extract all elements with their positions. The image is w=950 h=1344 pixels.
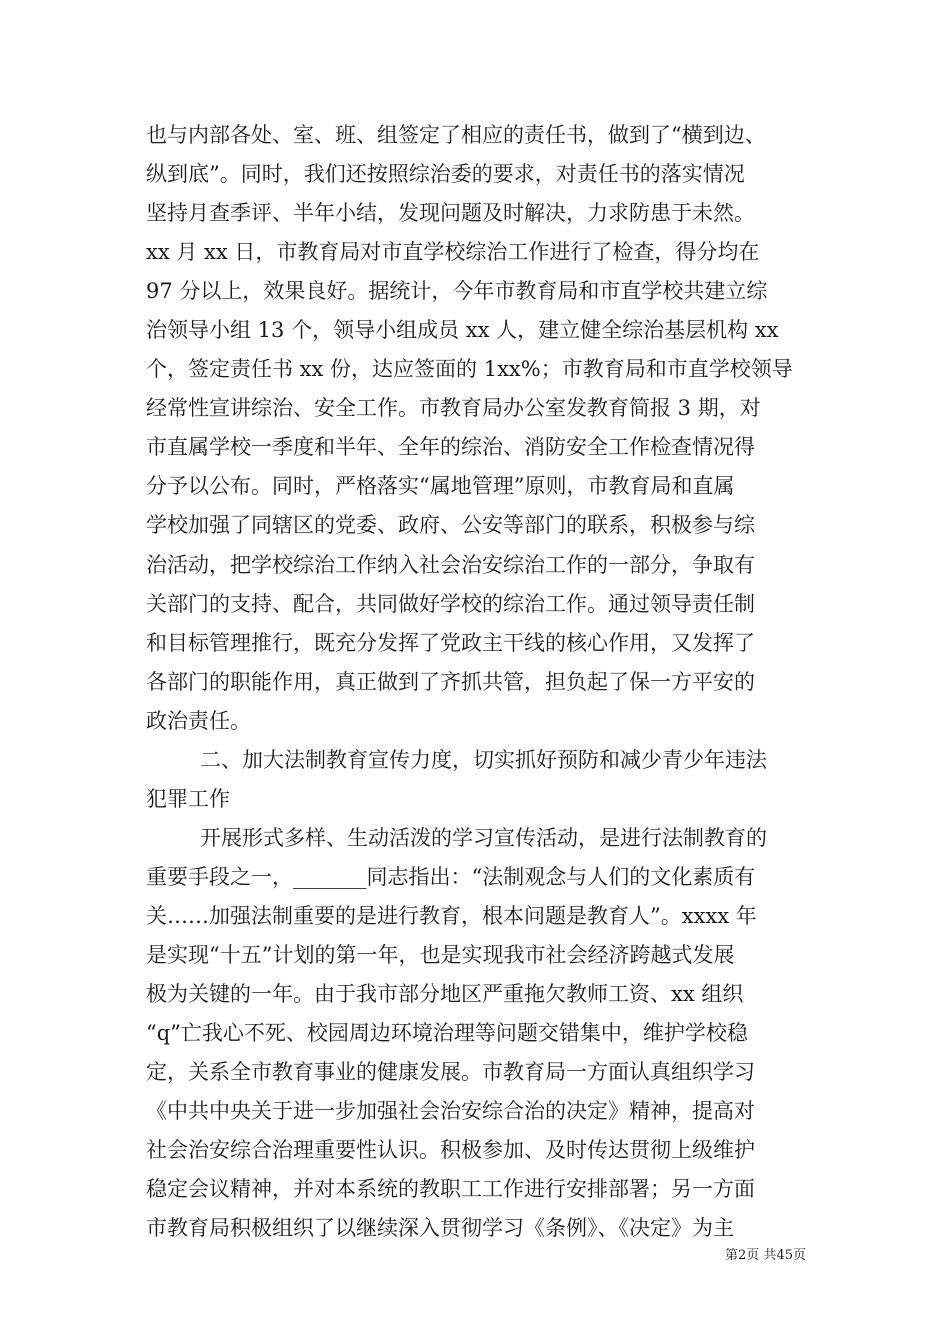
text-line: xx 月 xx 日，市教育局对市直学校综治工作进行了检查，得分均在 (146, 240, 760, 265)
text-line: 二、加大法制教育宣传力度，切实抓好预防和减少青少年违法 (200, 747, 767, 772)
text-line: 学校加强了同辖区的党委、政府、公安等部门的联系，积极参与综 (146, 513, 755, 538)
text-line: 极为关键的一年。由于我市部分地区严重拖欠教师工资、xx 组织 (146, 982, 744, 1007)
text-line: 和目标管理推行，既充分发挥了党政主干线的核心作用，又发挥了 (146, 630, 755, 655)
text-line: 经常性宣讲综治、安全工作。市教育局办公室发教育简报 3 期，对 (146, 396, 761, 421)
text-line: 定，关系全市教育事业的健康发展。市教育局一方面认真组织学习 (146, 1060, 755, 1085)
text-line: 市教育局积极组织了以继续深入贯彻学习《条例》、《决定》为主 (146, 1216, 734, 1241)
footer-total-pages: 45 (776, 1248, 793, 1263)
text-line: 是实现“十五”计划的第一年，也是实现我市社会经济跨越式发展 (146, 942, 735, 967)
text-line: 各部门的职能作用，真正做到了齐抓共管，担负起了保一方平安的 (146, 669, 755, 694)
footer-middle: 页 共 (746, 1248, 777, 1263)
text-line: 关……加强法制重要的是进行教育，根本问题是教育人”。xxxx 年 (146, 903, 757, 928)
text-line: 开展形式多样、生动活泼的学习宣传活动，是进行法制教育的 (200, 825, 767, 850)
text-line: 治领导小组 13 个，领导小组成员 xx 人，建立健全综治基层机构 xx (146, 318, 779, 343)
text-line: 个，签定责任书 xx 份，达应签面的 1xx%；市教育局和市直学校领导 (146, 357, 793, 382)
footer-prefix: 第 (725, 1248, 739, 1263)
text-line: 市直属学校一季度和半年、全年的综治、消防安全工作检查情况得 (146, 435, 755, 460)
page-footer (0, 1247, 950, 1265)
page-number-indicator (725, 1247, 806, 1265)
text-line: 关部门的支持、配合，共同做好学校的综治工作。通过领导责任制 (146, 591, 755, 616)
text-line: 纵到底”。同时，我们还按照综治委的要求，对责任书的落实情况 (146, 162, 745, 187)
text-line: 97 分以上，效果良好。据统计，今年市教育局和市直学校共建立综 (146, 279, 768, 304)
text-line: 也与内部各处、室、班、组签定了相应的责任书，做到了“横到边、 (146, 123, 766, 147)
text-line: 坚持月查季评、半年小结，发现问题及时解决，力求防患于未然。 (146, 201, 755, 226)
text-line: 稳定会议精神，并对本系统的教职工工作进行安排部署；另一方面 (146, 1177, 755, 1202)
text-line: 重要手段之一，_______同志指出：“法制观念与人们的文化素质有 (146, 864, 756, 889)
text-line: 犯罪工作 (146, 786, 230, 811)
text-line: 政治责任。 (146, 708, 251, 733)
footer-suffix: 页 (792, 1248, 806, 1263)
footer-current-page: 2 (738, 1248, 747, 1263)
text-line: “q”亡我心不死、校园周边环境治理等问题交错集中，维护学校稳 (146, 1021, 748, 1046)
text-line: 分予以公布。同时，严格落实“属地管理”原则，市教育局和直属 (146, 474, 735, 499)
document-body (146, 116, 806, 1248)
text-line: 社会治安综合治理重要性认识。积极参加、及时传达贯彻上级维护 (146, 1138, 755, 1163)
text-line: 《中共中央关于进一步加强社会治安综合治的决定》精神，提高对 (146, 1099, 755, 1124)
text-line: 治活动，把学校综治工作纳入社会治安综治工作的一部分，争取有 (146, 552, 755, 577)
